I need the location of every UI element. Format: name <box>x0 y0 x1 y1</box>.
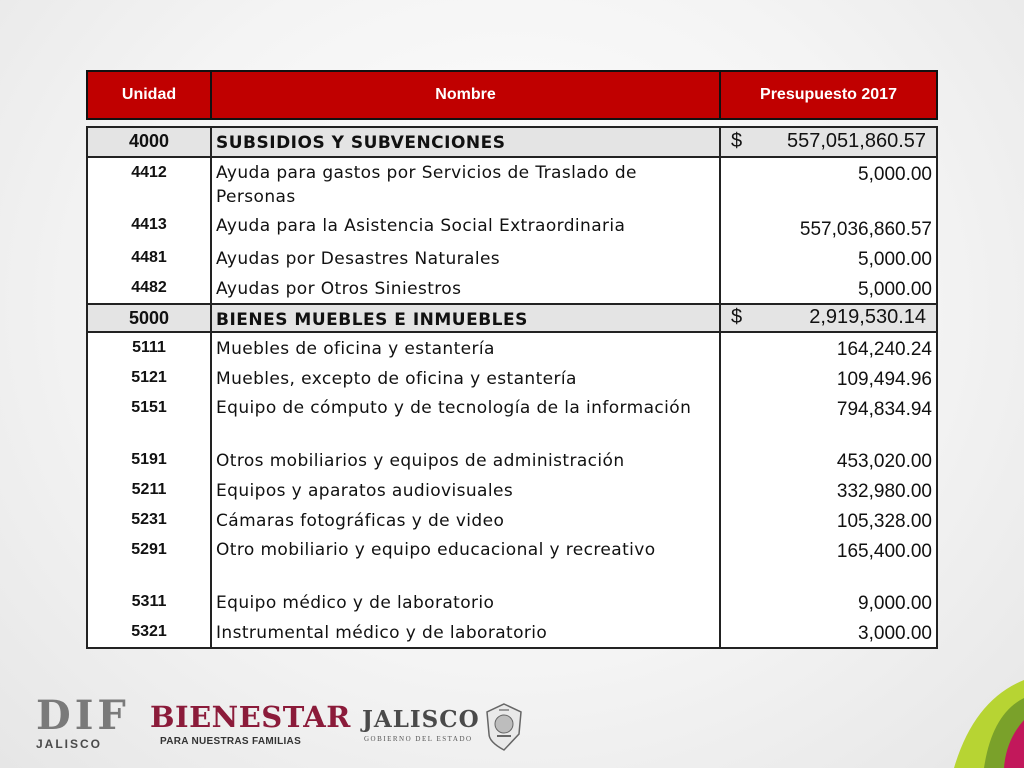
row-amount: 5,000.00 <box>858 249 932 270</box>
row-amount: 109,494.96 <box>836 369 932 390</box>
bienestar-logo-subtext: PARA NUESTRAS FAMILIAS <box>160 736 302 747</box>
row-name: Cámaras fotográficas y de video <box>212 505 721 535</box>
row-code: 5231 <box>88 505 212 535</box>
section-total <box>721 128 936 156</box>
dif-logo-subtext: JALISCO <box>36 737 103 751</box>
row-amount: 165,400.00 <box>836 541 932 562</box>
dif-logo-text: DIF <box>36 692 130 739</box>
row-name: Instrumental médico y de laboratorio <box>212 617 721 647</box>
row-code: 4412 <box>88 158 212 210</box>
table-row <box>88 210 936 243</box>
row-amount: 794,834.94 <box>836 399 932 420</box>
header-nombre: Nombre <box>212 72 721 118</box>
row-name: Ayudas por Otros Siniestros <box>212 273 721 303</box>
section-code: 5000 <box>88 305 212 331</box>
table-row <box>88 535 936 587</box>
row-name: Otro mobiliario y equipo educacional y recreativo <box>212 535 721 587</box>
dif-jalisco-logo <box>36 692 130 758</box>
bienestar-logo-text: BIENESTAR <box>150 700 351 734</box>
row-name: Ayuda para gastos por Servicios de Traslado de Personas <box>212 158 721 210</box>
row-amount: 332,980.00 <box>836 481 932 502</box>
row-amount: 3,000.00 <box>858 623 932 644</box>
row-amount: 453,020.00 <box>836 451 932 472</box>
row-name: Muebles de oficina y estantería <box>212 333 721 363</box>
row-code: 5211 <box>88 475 212 505</box>
table-row <box>88 158 936 210</box>
table-row <box>88 505 936 535</box>
jalisco-logo-text: JALISCO <box>362 706 480 733</box>
row-name: Muebles, excepto de oficina y estantería <box>212 363 721 393</box>
currency-sign: $ <box>731 129 743 152</box>
row-name: Ayudas por Desastres Naturales <box>212 243 721 273</box>
row-amount: 105,328.00 <box>836 511 932 532</box>
row-name: Equipos y aparatos audiovisuales <box>212 475 721 505</box>
row-amount: 164,240.24 <box>836 339 932 360</box>
jalisco-logo-subtext: GOBIERNO DEL ESTADO <box>364 735 473 743</box>
header-presupuesto: Presupuesto 2017 <box>760 86 897 103</box>
table-row <box>88 273 936 303</box>
section-name: SUBSIDIOS Y SUBVENCIONES <box>212 128 721 156</box>
row-code: 5111 <box>88 333 212 363</box>
table-row <box>88 243 936 273</box>
table-header <box>86 70 938 120</box>
section-name: BIENES MUEBLES E INMUEBLES <box>212 305 721 331</box>
section-code: 4000 <box>88 128 212 156</box>
row-code: 4482 <box>88 273 212 303</box>
bienestar-logo <box>150 700 351 747</box>
budget-table <box>86 126 938 649</box>
row-code: 5121 <box>88 363 212 393</box>
table-row <box>88 587 936 617</box>
section-row-4000 <box>88 128 936 158</box>
table-row <box>88 475 936 505</box>
row-code: 5321 <box>88 617 212 647</box>
row-code: 5151 <box>88 393 212 445</box>
footer-logos <box>0 680 1024 768</box>
row-name: Equipo de cómputo y de tecnología de la información <box>212 393 721 445</box>
table-row <box>88 617 936 647</box>
header-unidad: Unidad <box>88 72 212 118</box>
row-amount: 9,000.00 <box>858 593 932 614</box>
row-amount: 557,036,860.57 <box>799 219 932 240</box>
table-row <box>88 363 936 393</box>
green-leaf-decoration-icon <box>914 680 1024 768</box>
row-code: 5311 <box>88 587 212 617</box>
row-code: 5191 <box>88 445 212 475</box>
section-total-value: 557,051,860.57 <box>786 129 926 152</box>
row-amount: 5,000.00 <box>858 164 932 185</box>
row-name: Ayuda para la Asistencia Social Extraordinaria <box>212 210 721 243</box>
row-code: 4481 <box>88 243 212 273</box>
section-total <box>721 305 936 331</box>
section-row-5000 <box>88 303 936 333</box>
row-code: 5291 <box>88 535 212 587</box>
table-row <box>88 445 936 475</box>
currency-sign: $ <box>731 305 743 328</box>
section-total-value: 2,919,530.14 <box>809 305 926 328</box>
row-name: Otros mobiliarios y equipos de administración <box>212 445 721 475</box>
row-code: 4413 <box>88 210 212 243</box>
row-amount: 5,000.00 <box>858 279 932 300</box>
state-seal-icon <box>483 702 525 752</box>
table-row <box>88 333 936 363</box>
table-row <box>88 393 936 445</box>
row-name: Equipo médico y de laboratorio <box>212 587 721 617</box>
